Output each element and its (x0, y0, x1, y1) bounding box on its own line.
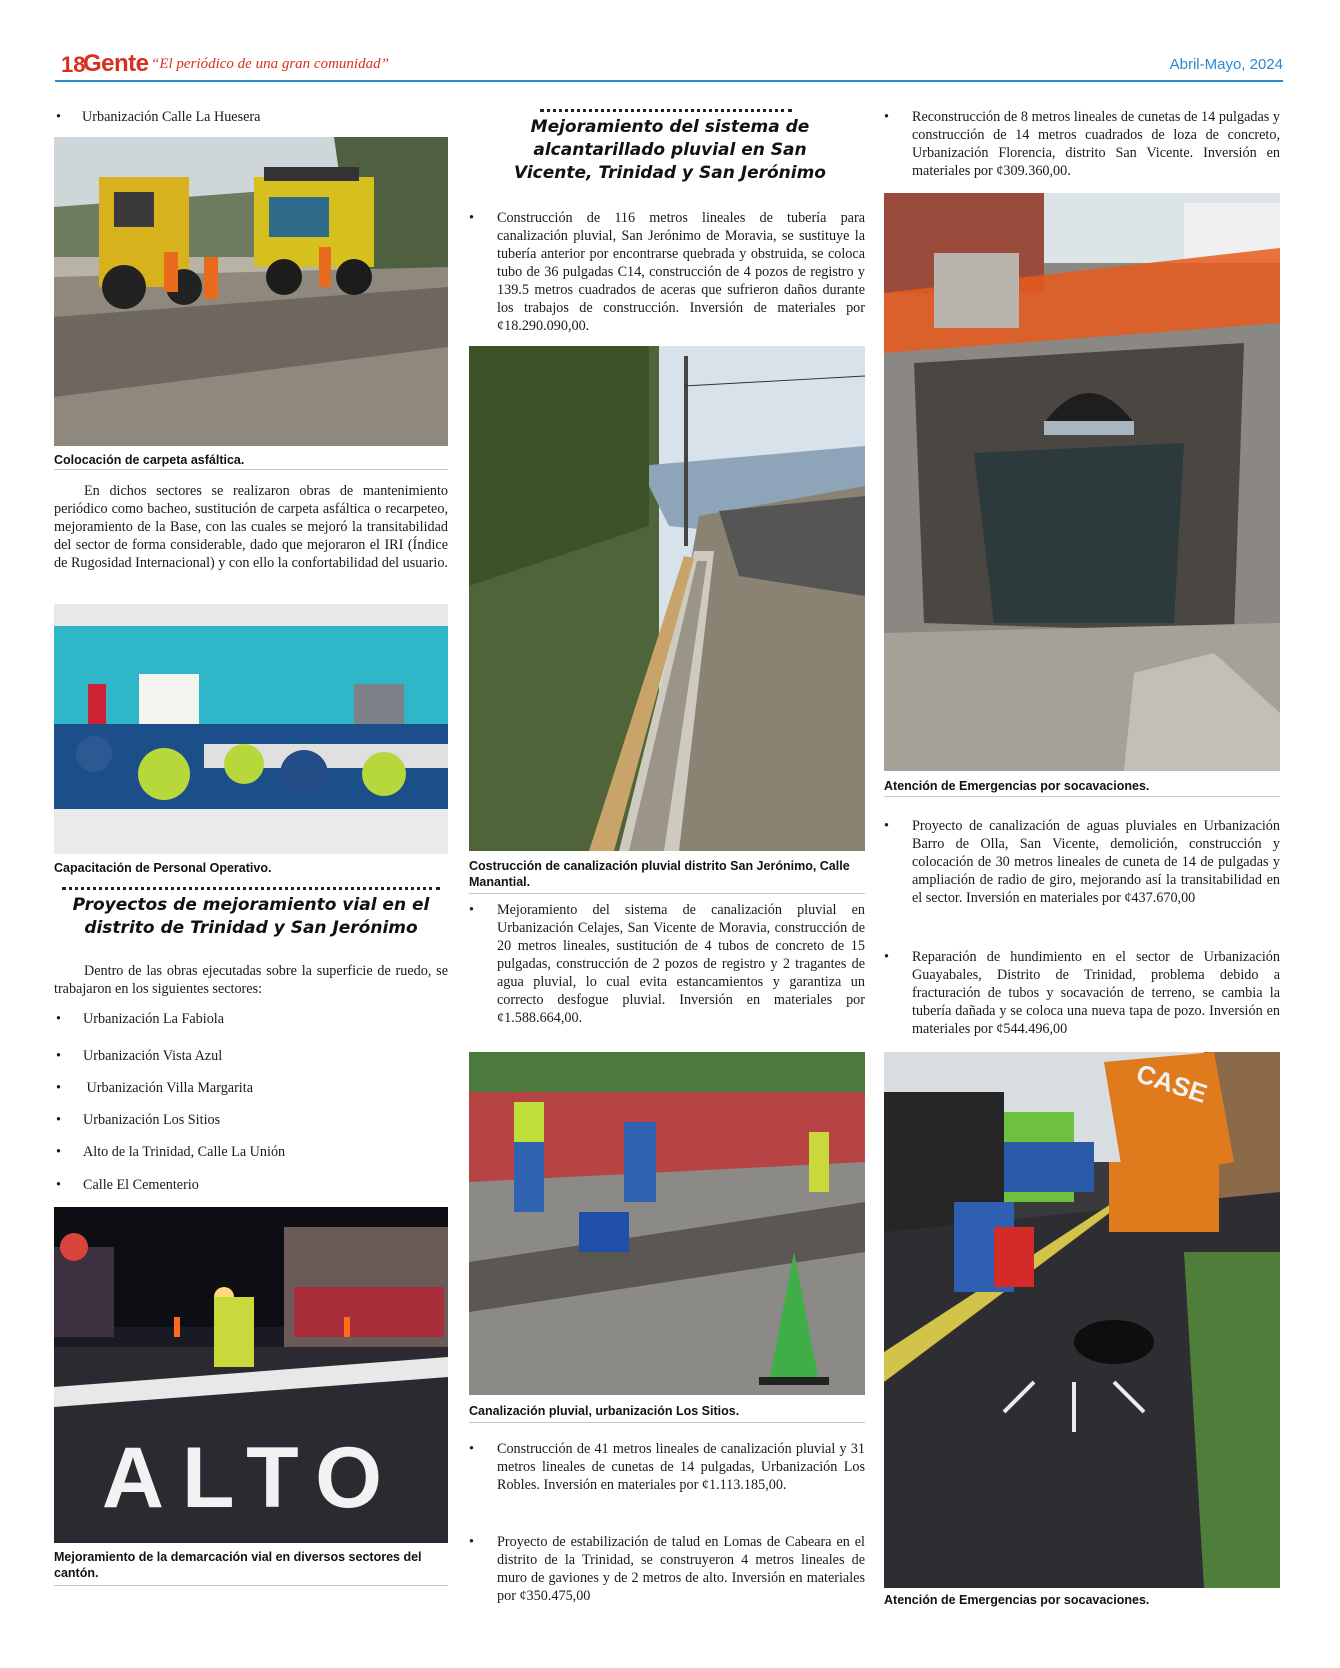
photo-asphalt-paving (54, 137, 448, 446)
list-item: • Urbanización Vista Azul (56, 1048, 223, 1064)
bullet-icon: • (884, 109, 889, 125)
bullet-icon: • (469, 902, 474, 918)
header-rule (55, 80, 1283, 82)
photo-sinkhole-guayabales (884, 1052, 1280, 1588)
caption-rule (469, 1422, 865, 1423)
machine-brand-text: CASE (1132, 1058, 1211, 1109)
section-title: Mejoramiento del sistema de alcantarillado pluvial en San Vicente, Trinidad y San Jerónimo (513, 117, 826, 183)
list-item: • Mejoramiento del sistema de canalización pluvial en Urbanización Celajes, San Vicente de Moravia, construcción de 20 metros lineales, sustitución de 4 tubos de concreto de 15 pulgadas, construcción de 2 pozos de registro y 2 tragantes de agua pluvial, lo cual evita estancamientos y garantiza un correcto desfogue pluvial. Inversión en materiales por ¢1.588.664,00. (469, 902, 865, 1026)
list-item: • Proyecto de estabilización de talud en Lomas de Cabeara en el distrito de la Trinidad, se construyeron 4 metros lineales de muro de gaviones y de 2 metros de alto. Inversión en materiales por ¢350.475,00 (469, 1534, 865, 1604)
body-paragraph: En dichos sectores se realizaron obras de mantenimiento periódico como bacheo, sustitución de carpeta asfáltica o recarpeteo, mejoramiento de la Base, con las cuales se mejoró la transitabilidad del sector de forma considerable, dado que mejoraron el IRI (Índice de Rugosidad Internacional) y con ello la confortabilidad del usuario. (54, 483, 448, 571)
page-number: 18 (61, 52, 86, 77)
photo-san-jeronimo-channel (469, 346, 865, 851)
list-item: • Alto de la Trinidad, Calle La Unión (56, 1144, 286, 1160)
body-paragraph: Dentro de las obras ejecutadas sobre la superficie de ruedo, se trabajaron en los siguientes sectores: (54, 963, 448, 997)
caption-rule (884, 796, 1280, 797)
bullet-icon: • (884, 949, 889, 965)
photo-caption: Canalización pluvial, urbanización Los Sitios. (469, 1404, 740, 1418)
list-item: • Reparación de hundimiento en el sector de Urbanización Guayabales, Distrito de Trinidad, problema debido a fracturación de tubos y socavación de terreno, se cambia la tubería dañada y se coloca una nueva tapa de pozo. Inversión en materiales por ¢544.496,00 (884, 949, 1280, 1037)
list-item: • Urbanización Los Sitios (56, 1112, 221, 1128)
list-item: • Proyecto de canalización de aguas pluviales en Urbanización Barro de Olla, San Vicente, demolición, construcción y colocación de 30 metros lineales de cuneta de 14 de pulgadas y ampliación de radio de giro, mejorando así la transitabilidad en el sector. Inversión en materiales por ¢437.670,00 (884, 818, 1280, 906)
list-item: • Urbanización La Fabiola (56, 1011, 225, 1027)
caption-rule (54, 469, 448, 470)
bullet-icon: • (469, 210, 474, 226)
photo-caption: Colocación de carpeta asfáltica. (54, 453, 245, 467)
bullet-icon: • (469, 1534, 474, 1550)
caption-rule (54, 1585, 448, 1586)
section-divider (540, 109, 792, 112)
list-item: • Urbanización Calle La Huesera (56, 109, 261, 125)
bullet-icon: • (56, 1048, 61, 1064)
list-item: • Construcción de 41 metros lineales de canalización pluvial y 31 metros lineales de cunetas de 14 pulgadas, Urbanización Los Robles. Inversión en materiales por ¢1.113.185,00. (469, 1441, 865, 1493)
bullet-icon: • (56, 109, 61, 125)
page-header (55, 50, 1283, 80)
bullet-icon: • (56, 1144, 61, 1160)
list-item: • Calle El Cementerio (56, 1177, 199, 1193)
road-marking-text: ALTO (101, 1430, 401, 1526)
section-divider (62, 887, 440, 890)
photo-caption: Atención de Emergencias por socavaciones. (884, 1593, 1150, 1607)
bullet-icon: • (884, 818, 889, 834)
photo-sinkhole-florencia (884, 193, 1280, 771)
bullet-icon: • (56, 1011, 61, 1027)
photo-caption: Atención de Emergencias por socavaciones. (884, 779, 1150, 793)
caption-rule (469, 893, 865, 894)
list-item: • Urbanización Villa Margarita (56, 1080, 253, 1096)
photo-caption: Mejoramiento de la demarcación vial en diversos sectores del cantón. (54, 1550, 422, 1580)
bullet-icon: • (56, 1177, 61, 1193)
brand-logo: Gente (83, 50, 149, 77)
photo-caption: Costrucción de canalización pluvial distrito San Jerónimo, Calle Manantial. (469, 859, 850, 889)
bullet-icon: • (56, 1080, 61, 1096)
photo-road-marking (54, 1207, 448, 1543)
list-item: • Reconstrucción de 8 metros lineales de cunetas de 14 pulgadas y construcción de 14 metros cuadrados de loza de concreto, Urbanización Florencia, distrito San Vicente. Inversión en materiales por ¢309.360,00. (884, 109, 1280, 179)
photo-training (54, 604, 448, 854)
photo-caption: Capacitación de Personal Operativo. (54, 861, 272, 875)
section-title: Proyectos de mejoramiento vial en el distrito de Trinidad y San Jerónimo (72, 895, 430, 938)
tagline: “El periódico de una gran comunidad” (151, 56, 389, 72)
list-item: • Construcción de 116 metros lineales de tubería para canalización pluvial, San Jerónimo de Moravia, se sustituye la tubería anterior por encontrarse quebrada y obstruida, se coloca tubo de 36 pulgadas C14, construcción de 4 pozos de registro y 139.5 metros cuadrados de aceras que sufrieron daños durante los trabajos de construcción. Inversión de materiales por ¢18.290.090,00. (469, 210, 865, 334)
issue-date: Abril-Mayo, 2024 (1169, 56, 1283, 73)
photo-los-sitios-works (469, 1052, 865, 1395)
bullet-icon: • (469, 1441, 474, 1457)
bullet-icon: • (56, 1112, 61, 1128)
